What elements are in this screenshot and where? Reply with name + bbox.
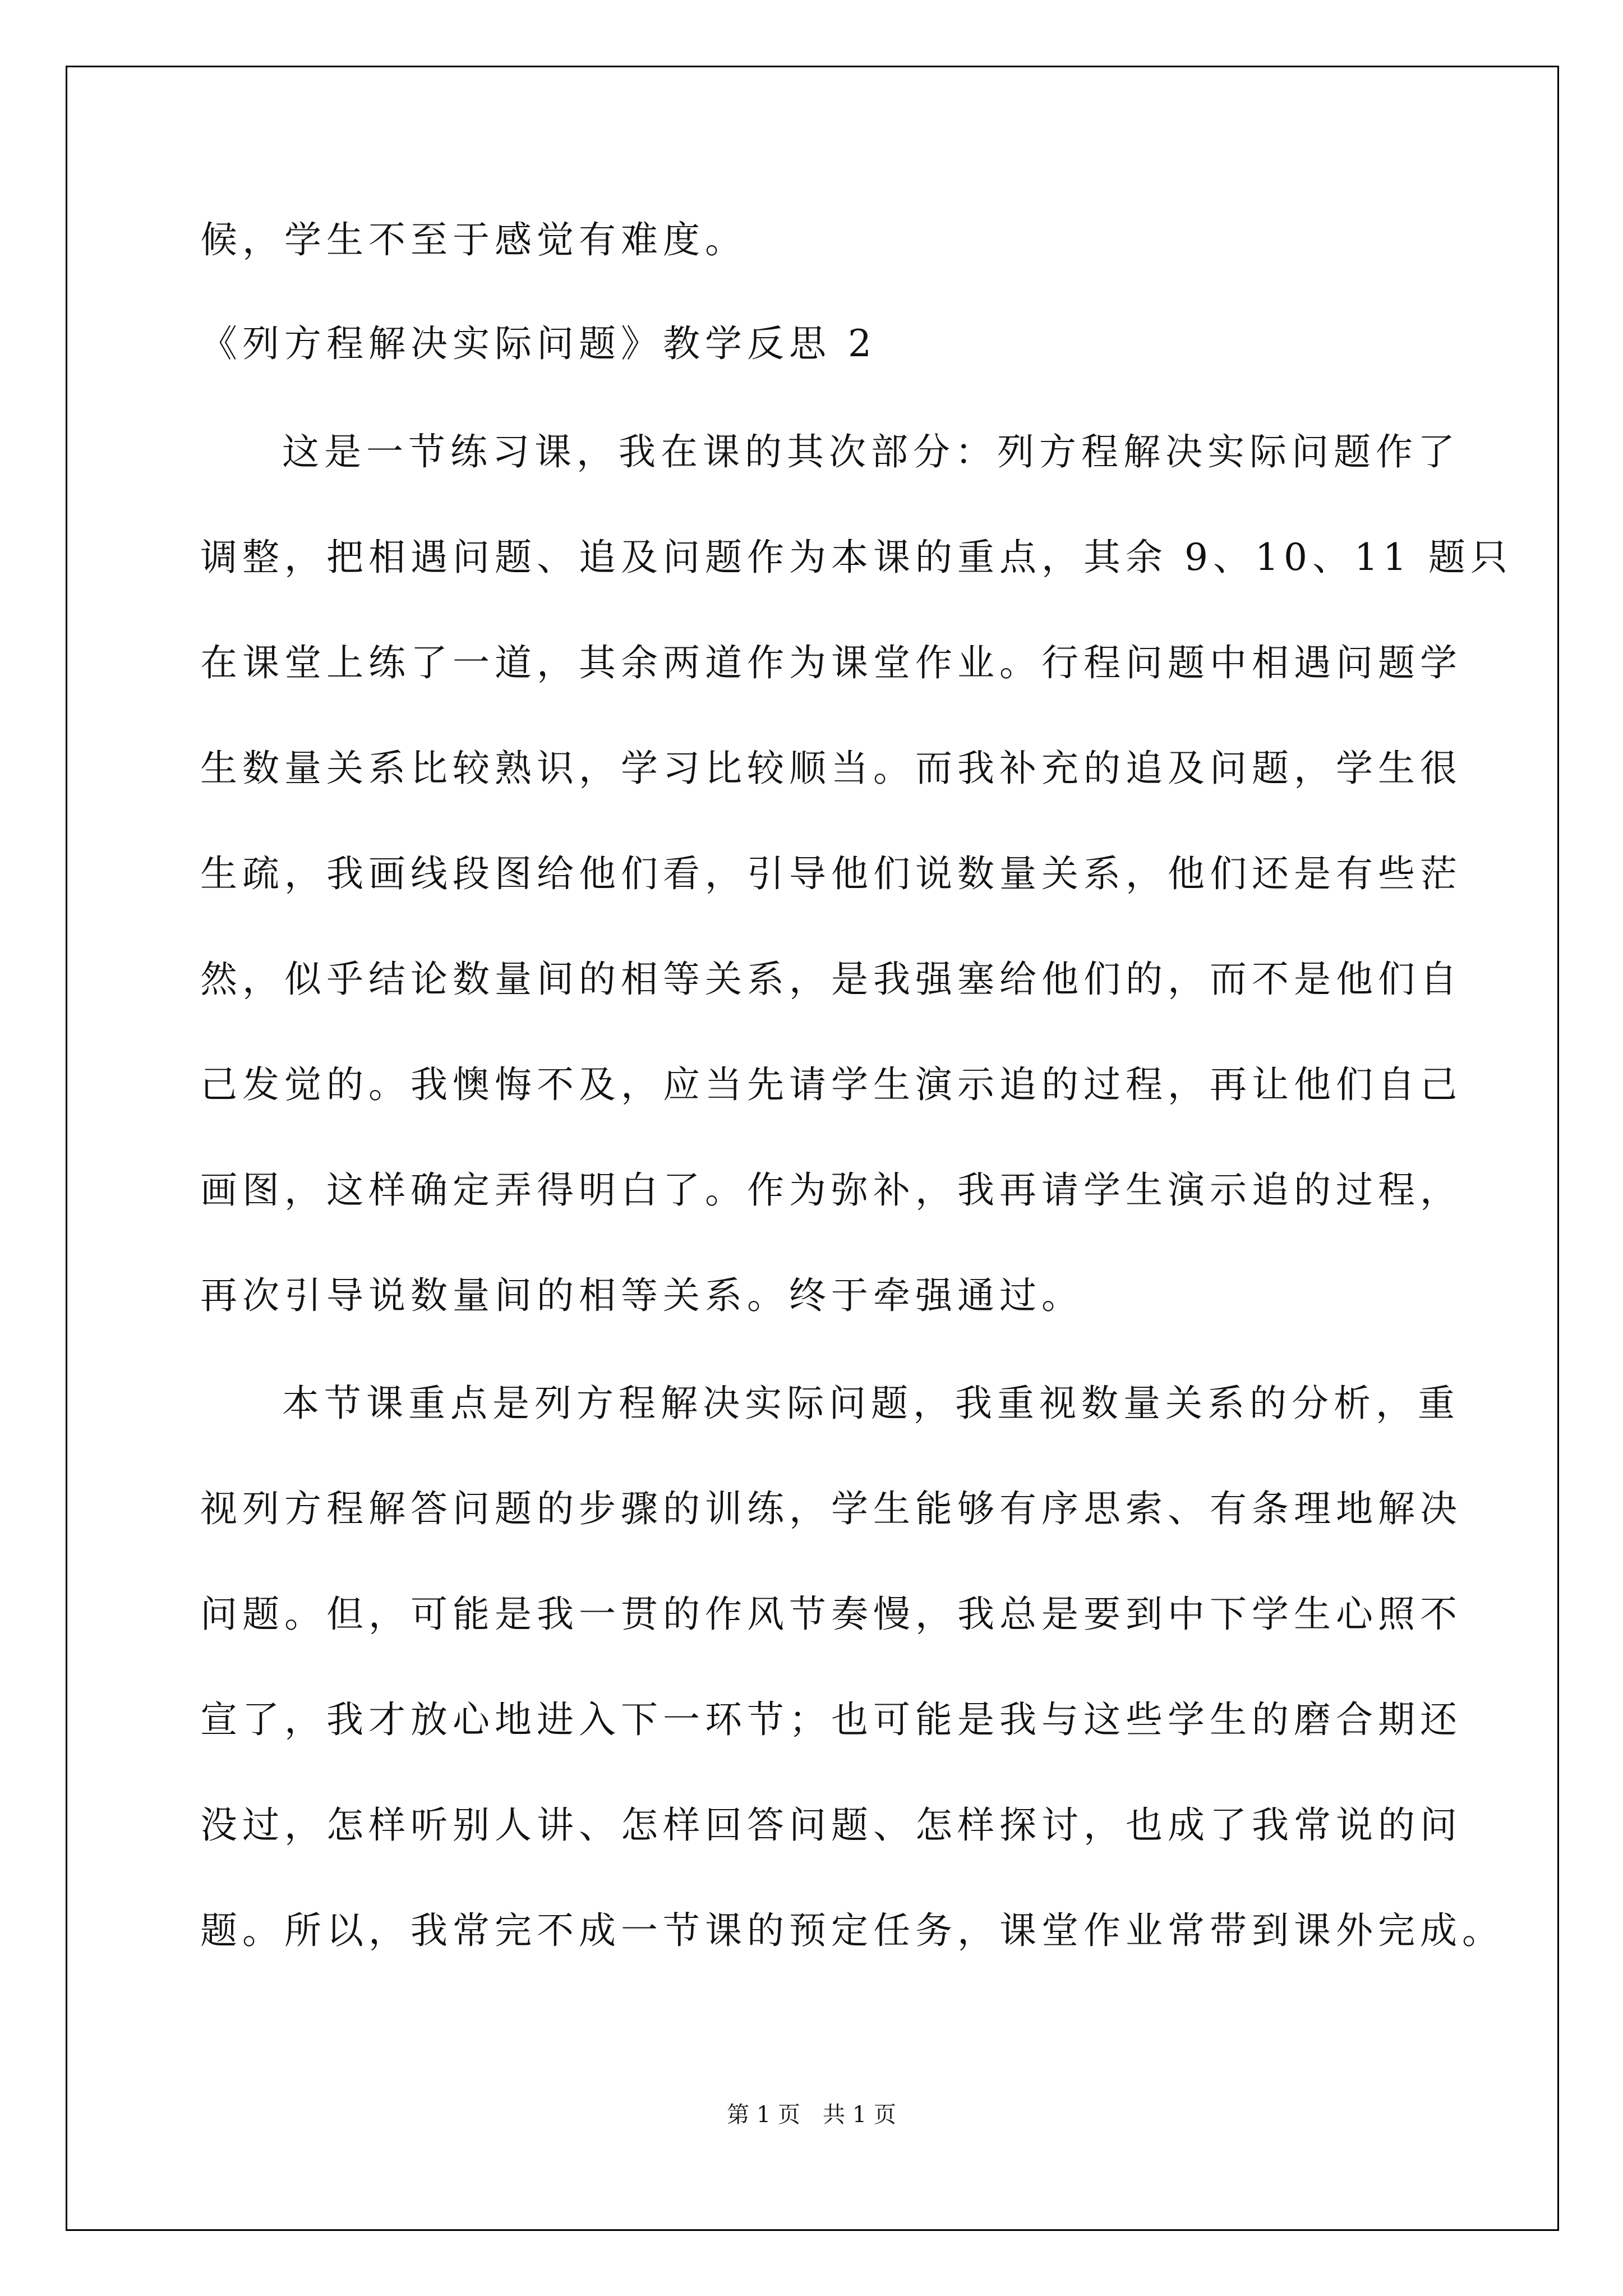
paragraph-line: 调整，把相遇问题、追及问题作为本课的重点，其余 9、10、11 题只 [200, 536, 1513, 579]
paragraph-line: 然，似乎结论数量间的相等关系，是我强塞给他们的，而不是他们自 [200, 958, 1462, 1001]
page-footer [0, 2097, 1623, 2129]
page-border [66, 66, 1559, 2231]
paragraph-line: 这是一节练习课，我在课的其次部分：列方程解决实际问题作了 [282, 430, 1460, 473]
paragraph-line: 问题。但，可能是我一贯的作风节奏慢，我总是要到中下学生心照不 [200, 1593, 1462, 1636]
paragraph-line: 在课堂上练了一道，其余两道作为课堂作业。行程问题中相遇问题学 [200, 641, 1462, 684]
paragraph-line: 本节课重点是列方程解决实际问题，我重视数量关系的分析，重 [282, 1382, 1460, 1425]
paragraph-line: 没过，怎样听别人讲、怎样回答问题、怎样探讨，也成了我常说的问 [200, 1803, 1462, 1847]
paragraph-line: 己发觉的。我懊悔不及，应当先请学生演示追的过程，再让他们自己 [200, 1063, 1462, 1106]
section-heading: 《列方程解决实际问题》教学反思 2 [200, 322, 877, 365]
paragraph-line: 生疏，我画线段图给他们看，引导他们说数量关系，他们还是有些茫 [200, 852, 1462, 895]
paragraph-line: 宣了，我才放心地进入下一环节；也可能是我与这些学生的磨合期还 [200, 1698, 1462, 1741]
paragraph-line: 视列方程解答问题的步骤的训练，学生能够有序思索、有条理地解决 [200, 1487, 1462, 1530]
text-line: 候，学生不至于感觉有难度。 [200, 218, 747, 261]
paragraph-line: 题。所以，我常完不成一节课的预定任务，课堂作业常带到课外完成。 [200, 1909, 1504, 1952]
page-number: 第 1 页 共 1 页 [727, 2102, 896, 2128]
paragraph-line: 生数量关系比较熟识，学习比较顺当。而我补充的追及问题，学生很 [200, 747, 1462, 790]
paragraph-line: 画图，这样确定弄得明白了。作为弥补，我再请学生演示追的过程， [200, 1168, 1462, 1212]
paragraph-line: 再次引导说数量间的相等关系。终于牵强通过。 [200, 1274, 1083, 1317]
